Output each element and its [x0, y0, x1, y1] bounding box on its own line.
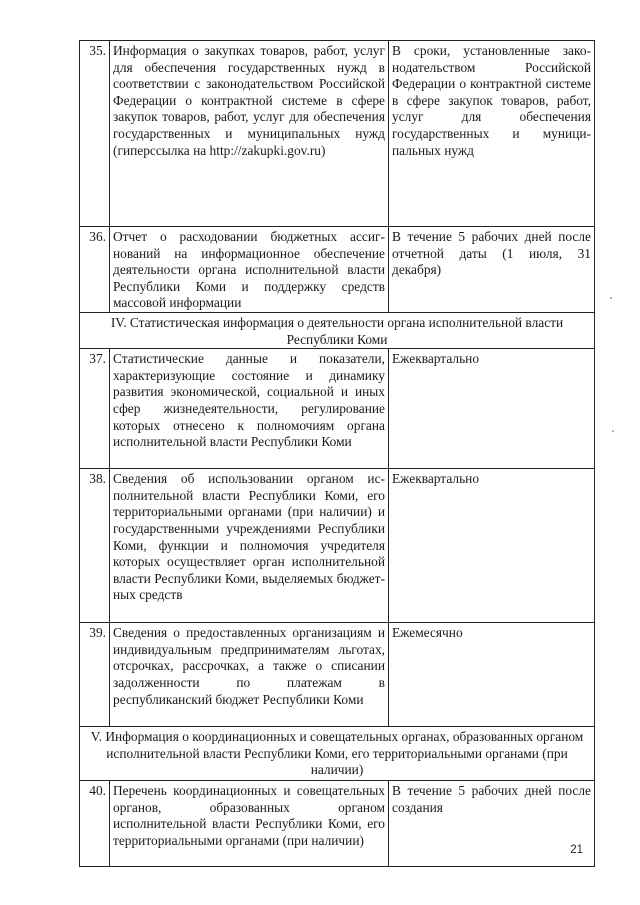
section-title: V. Информация о координационных и совещательных органах, образованных органом исполнительной власти Республики Коми, его территориальными органами (при наличии)	[80, 727, 595, 781]
row-description: Сведения о предоставленных организациям и индивидуальным предпринимателям льготах, отсрочках, рассрочках, а также о списании задолженности по платежам в республиканский бюджет Республики Коми	[110, 623, 389, 727]
row-number: 40.	[80, 781, 110, 867]
row-number: 35.	[80, 41, 110, 227]
table-row-38	[80, 469, 595, 623]
row-term: В сроки, установленные законодательством Российской Федерации о контрактной системе в сфере закупок товаров, работ, услуг для обеспечения государственных и муниципальных нужд	[389, 41, 595, 227]
row-number: 38.	[80, 469, 110, 623]
row-description: Перечень координационных и совещательных органов, образованных органом исполнительной власти Республики Коми, его территориальными органами (при наличии)	[110, 781, 389, 867]
table-row-37	[80, 349, 595, 469]
table-row-35	[80, 41, 595, 227]
scan-speck	[610, 297, 612, 299]
row-number: 39.	[80, 623, 110, 727]
row-term: Ежеквартально	[389, 469, 595, 623]
section-header-v	[80, 727, 595, 781]
page-number: 21	[570, 844, 583, 856]
row-term: В течение 5 рабочих дней после создания	[389, 781, 595, 867]
row-term: Ежеквартально	[389, 349, 595, 469]
table-row-36	[80, 227, 595, 313]
row-description: Информация о закупках товаров, работ, услуг для обеспечения государственных нужд в соответствии с законодательством Российской Федерации о контрактной системе в сфере закупок товаров, работ, услуг для обеспечения государственных и муниципальных нужд (гиперссылка на http://zakupki.gov.ru)	[110, 41, 389, 227]
row-description: Отчет о расходовании бюджетных ассигнований на информационное обеспечение деятельности органа исполнительной власти Республики Коми и поддержку средств массовой информации	[110, 227, 389, 313]
table-row-40	[80, 781, 595, 867]
row-description: Сведения об использовании органом исполнительной власти Республики Коми, его территориальными органами (при наличии) и государственными учреждениями Республики Коми, функции и полномочия учредителя которых осуществляет орган исполнительной власти Республики Коми, выделяемых бюджетных средств	[110, 469, 389, 623]
row-number: 37.	[80, 349, 110, 469]
row-term: Ежемесячно	[389, 623, 595, 727]
table-row-39	[80, 623, 595, 727]
row-description: Статистические данные и показатели, характеризующие состояние и динамику развития экономической, социальной и иных сфер жизнедеятельности, регулирование которых отнесено к полномочиям органа исполнительной власти Республики Коми	[110, 349, 389, 469]
section-title: IV. Статистическая информация о деятельности органа исполнительной власти Республики Коми	[80, 312, 595, 348]
row-number: 36.	[80, 227, 110, 313]
section-header-iv	[80, 312, 595, 348]
scan-speck	[612, 430, 614, 432]
row-term: В течение 5 рабочих дней после отчетной даты (1 июля, 31 декабря)	[389, 227, 595, 313]
disclosure-table	[79, 40, 595, 867]
